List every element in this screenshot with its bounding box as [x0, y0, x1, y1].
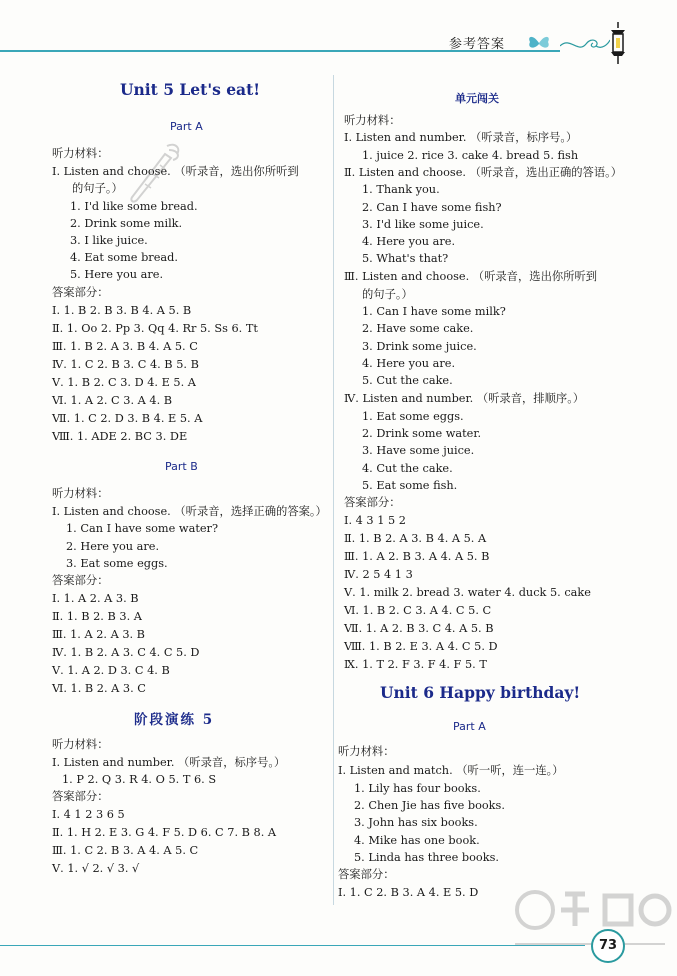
- question-line: Ⅰ. Listen and number. （听录音，标序号。）: [52, 756, 286, 769]
- answer-line: Ⅴ. 1. A 2. D 3. C 4. B: [52, 664, 170, 677]
- answer-line: Ⅸ. 1. T 2. F 3. F 4. F 5. T: [344, 658, 487, 671]
- question-line: 4. Cut the cake.: [362, 462, 453, 475]
- question-line: 5. Here you are.: [70, 268, 164, 281]
- answer-heading: 答案部分：: [52, 790, 109, 803]
- question-line: 4. Mike has one book.: [354, 834, 480, 847]
- question-line: 1. juice 2. rice 3. cake 4. bread 5. fish: [362, 149, 579, 162]
- watermark-logo-icon: [505, 884, 673, 972]
- answer-line: Ⅰ. 4 3 1 5 2: [344, 514, 406, 527]
- question-line: 5. Linda has three books.: [354, 851, 499, 864]
- answer-line: Ⅲ. 1. C 2. B 3. A 4. A 5. C: [52, 844, 199, 857]
- question-line: 2. Drink some milk.: [70, 217, 183, 230]
- answer-line: Ⅶ. 1. C 2. D 3. B 4. E 5. A: [52, 412, 203, 425]
- question-line: 3. Drink some juice.: [362, 340, 477, 353]
- question-line: Ⅰ. Listen and match. （听一听，连一连。）: [338, 764, 564, 777]
- question-line: 1. Can I have some water?: [66, 522, 219, 535]
- answer-heading: 答案部分：: [344, 496, 401, 509]
- answer-line: Ⅱ. 1. H 2. E 3. G 4. F 5. D 6. C 7. B 8. A: [52, 826, 277, 839]
- question-line: 1. Eat some eggs.: [362, 410, 464, 423]
- butterfly-icon: [527, 34, 551, 52]
- review-title: 单元闯关: [455, 92, 499, 105]
- question-line: 1. P 2. Q 3. R 4. O 5. T 6. S: [62, 773, 217, 786]
- question-line: 2. Have some cake.: [362, 322, 474, 335]
- answer-line: Ⅲ. 1. A 2. A 3. B: [52, 628, 145, 641]
- question-line: 4. Here you are.: [362, 357, 456, 370]
- question-line: 的句子。）: [72, 182, 123, 195]
- answer-line: Ⅱ. 1. B 2. B 3. A: [52, 610, 142, 623]
- question-line: Ⅰ. Listen and number. （听录音，标序号。）: [344, 131, 578, 144]
- answer-line: Ⅳ. 1. C 2. B 3. C 4. B 5. B: [52, 358, 199, 371]
- question-line: Ⅰ. Listen and choose. （听录音，选择正确的答案。）: [52, 505, 327, 518]
- stage-title: 阶段演练 5: [134, 712, 215, 728]
- question-line: Ⅲ. Listen and choose. （听录音，选出你所听到: [344, 270, 598, 283]
- answer-line: Ⅴ. 1. √ 2. √ 3. √: [52, 862, 140, 875]
- question-line: 3. Eat some eggs.: [66, 557, 168, 570]
- answer-line: Ⅷ. 1. B 2. E 3. A 4. C 5. D: [344, 640, 498, 653]
- unit6-part-a-label: Part A: [453, 720, 486, 733]
- question-line: 3. I like juice.: [70, 234, 148, 247]
- answer-line: Ⅲ. 1. B 2. A 3. B 4. A 5. C: [52, 340, 198, 353]
- question-line: 2. Drink some water.: [362, 427, 482, 440]
- answer-line: Ⅵ. 1. B 2. C 3. A 4. C 5. C: [344, 604, 492, 617]
- answer-line: Ⅵ. 1. B 2. A 3. C: [52, 682, 146, 695]
- question-line: 1. I'd like some bread.: [70, 200, 198, 213]
- listening-heading: 听力材料：: [52, 738, 109, 751]
- unit5-title: Unit 5 Let's eat!: [120, 80, 261, 99]
- part-b-label: Part B: [165, 460, 198, 473]
- answer-line: Ⅱ. 1. Oo 2. Pp 3. Qq 4. Rr 5. Ss 6. Tt: [52, 322, 258, 335]
- swirl-ornament-icon: [560, 34, 610, 54]
- listening-heading: 听力材料：: [338, 745, 395, 758]
- answer-line: Ⅳ. 2 5 4 1 3: [344, 568, 413, 581]
- question-line: 2. Chen Jie has five books.: [354, 799, 505, 812]
- page-number: 73: [591, 929, 625, 963]
- question-line: 2. Can I have some fish?: [362, 201, 502, 214]
- lantern-icon: [605, 22, 631, 66]
- answer-line: Ⅴ. 1. milk 2. bread 3. water 4. duck 5. cake: [344, 586, 591, 599]
- answer-line: Ⅰ. 1. A 2. A 3. B: [52, 592, 139, 605]
- column-divider: [333, 75, 334, 905]
- answer-line: Ⅰ. 1. C 2. B 3. A 4. E 5. D: [338, 886, 479, 899]
- question-line: 4. Here you are.: [362, 235, 456, 248]
- question-line: Ⅰ. Listen and choose. （听录音，选出你所听到: [52, 165, 299, 178]
- listening-heading: 听力材料：: [344, 114, 401, 127]
- question-line: 1. Can I have some milk?: [362, 305, 506, 318]
- answer-line: Ⅳ. 1. B 2. A 3. C 4. C 5. D: [52, 646, 200, 659]
- answer-line: Ⅰ. 4 1 2 3 6 5: [52, 808, 125, 821]
- footer-rule: [0, 945, 585, 946]
- part-a-label: Part A: [170, 120, 203, 133]
- answer-heading: 答案部分：: [52, 286, 109, 299]
- question-line: 3. Have some juice.: [362, 444, 475, 457]
- answer-line: Ⅲ. 1. A 2. B 3. A 4. A 5. B: [344, 550, 490, 563]
- listening-heading: 听力材料：: [52, 487, 109, 500]
- question-line: 5. Cut the cake.: [362, 374, 453, 387]
- answer-line: Ⅵ. 1. A 2. C 3. A 4. B: [52, 394, 173, 407]
- unit6-title: Unit 6 Happy birthday!: [380, 683, 581, 702]
- answer-line: Ⅱ. 1. B 2. A 3. B 4. A 5. A: [344, 532, 487, 545]
- question-line: 3. I'd like some juice.: [362, 218, 484, 231]
- question-line: 的句子。）: [362, 288, 413, 301]
- carrot-stamp-icon: [125, 140, 185, 208]
- answer-line: Ⅶ. 1. A 2. B 3. C 4. A 5. B: [344, 622, 494, 635]
- answer-line: Ⅷ. 1. ADE 2. BC 3. DE: [52, 430, 188, 443]
- header-title: 参考答案: [449, 37, 506, 52]
- question-line: 5. Eat some fish.: [362, 479, 458, 492]
- listening-heading: 听力材料：: [52, 147, 109, 160]
- answer-heading: 答案部分：: [338, 868, 395, 881]
- question-line: 4. Eat some bread.: [70, 251, 178, 264]
- question-line: 1. Lily has four books.: [354, 782, 481, 795]
- question-line: 3. John has six books.: [354, 816, 478, 829]
- question-line: 2. Here you are.: [66, 540, 160, 553]
- answer-line: Ⅴ. 1. B 2. C 3. D 4. E 5. A: [52, 376, 196, 389]
- question-line: Ⅱ. Listen and choose. （听录音，选出正确的答语。）: [344, 166, 623, 179]
- answer-heading: 答案部分：: [52, 574, 109, 587]
- question-line: 1. Thank you.: [362, 183, 440, 196]
- question-line: Ⅳ. Listen and number. （听录音，排顺序。）: [344, 392, 585, 405]
- answer-line: Ⅰ. 1. B 2. B 3. B 4. A 5. B: [52, 304, 192, 317]
- question-line: 5. What's that?: [362, 252, 449, 265]
